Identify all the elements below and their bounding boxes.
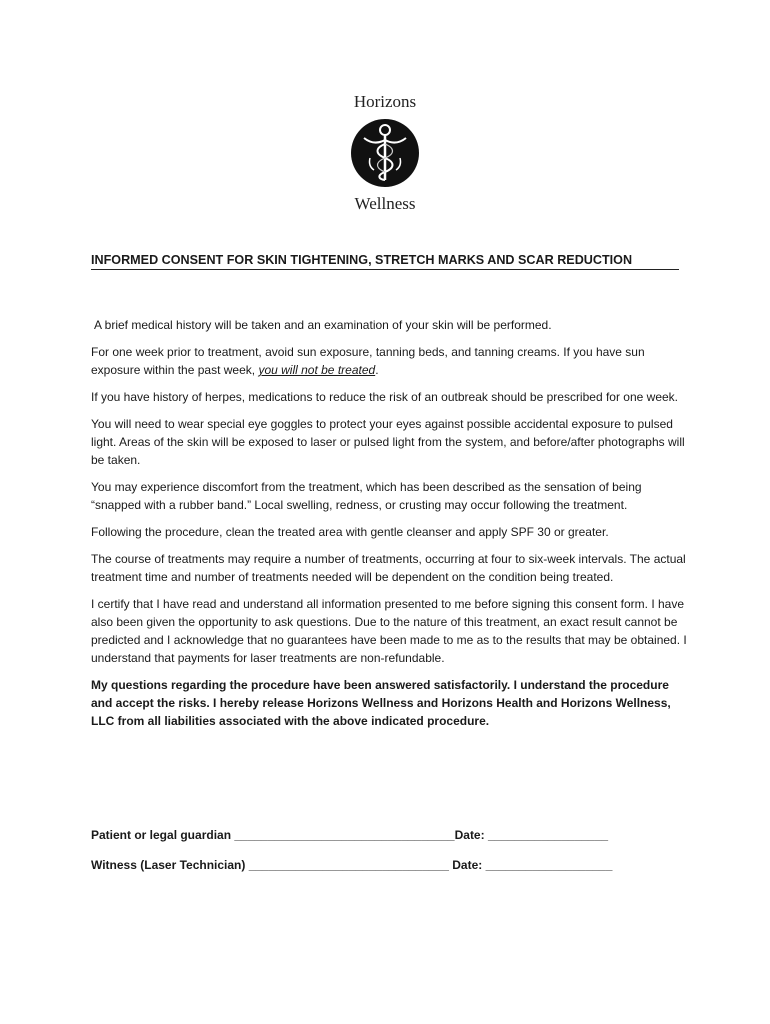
paragraph-aftercare: Following the procedure, clean the treated area with gentle cleanser and apply SPF 30 or greater. [91,525,609,539]
sun-exposure-text: For one week prior to treatment, avoid sun exposure, tanning beds, and tanning creams. If you have sun exposure within the past week, [91,345,645,377]
logo-bottom-text: Wellness [354,194,416,213]
paragraph-course: The course of treatments may require a number of treatments, occurring at four to six-week intervals. The actual treatment time and number of treatments needed will be dependent on the condition being treated. [91,552,686,584]
document-title: INFORMED CONSENT FOR SKIN TIGHTENING, STRETCH MARKS AND SCAR REDUCTION [91,253,679,270]
paragraph-eye-goggles: You will need to wear special eye goggles to protect your eyes against possible accidental exposure to pulsed light. Areas of the skin will be exposed to laser or pulsed light from the system, and before/after photographs will be taken. [91,417,685,467]
paragraph-certification: I certify that I have read and understand all information presented to me before signing this consent form. I have also been given the opportunity to ask questions. Due to the nature of this treatment, an exact result cannot be predicted and I acknowledge that no guarantees have been made to me as to the results that may be obtained. I understand that payments for laser treatments are non-refundable. [91,597,687,665]
not-treated-emphasis: you will not be treated [258,363,376,377]
patient-signature-line[interactable]: Patient or legal guardian _________________________________Date: __________________ [91,828,609,842]
paragraph-discomfort: You may experience discomfort from the treatment, which has been described as the sensation of being “snapped with a rubber band.” Local swelling, redness, or crusting may occur following the treatment. [91,480,642,512]
paragraph-medical-history: A brief medical history will be taken and an examination of your skin will be performed. [94,318,552,332]
caduceus-figure-icon [350,118,420,188]
sun-exposure-period: . [375,363,379,377]
witness-signature-line[interactable]: Witness (Laser Technician) ______________________________ Date: ___________________ [91,858,613,872]
paragraph-sun-exposure [91,343,691,379]
document-body [91,316,691,739]
logo [0,92,770,214]
paragraph-herpes: If you have history of herpes, medications to reduce the risk of an outbreak should be prescribed for one week. [91,390,678,404]
paragraph-release: My questions regarding the procedure have been answered satisfactorily. I understand the procedure and accept the risks. I hereby release Horizons Wellness and Horizons Health and Horizons Wellness, LLC from all liabilities associated with the above indicated procedure. [91,678,671,728]
logo-top-text: Horizons [353,92,417,111]
